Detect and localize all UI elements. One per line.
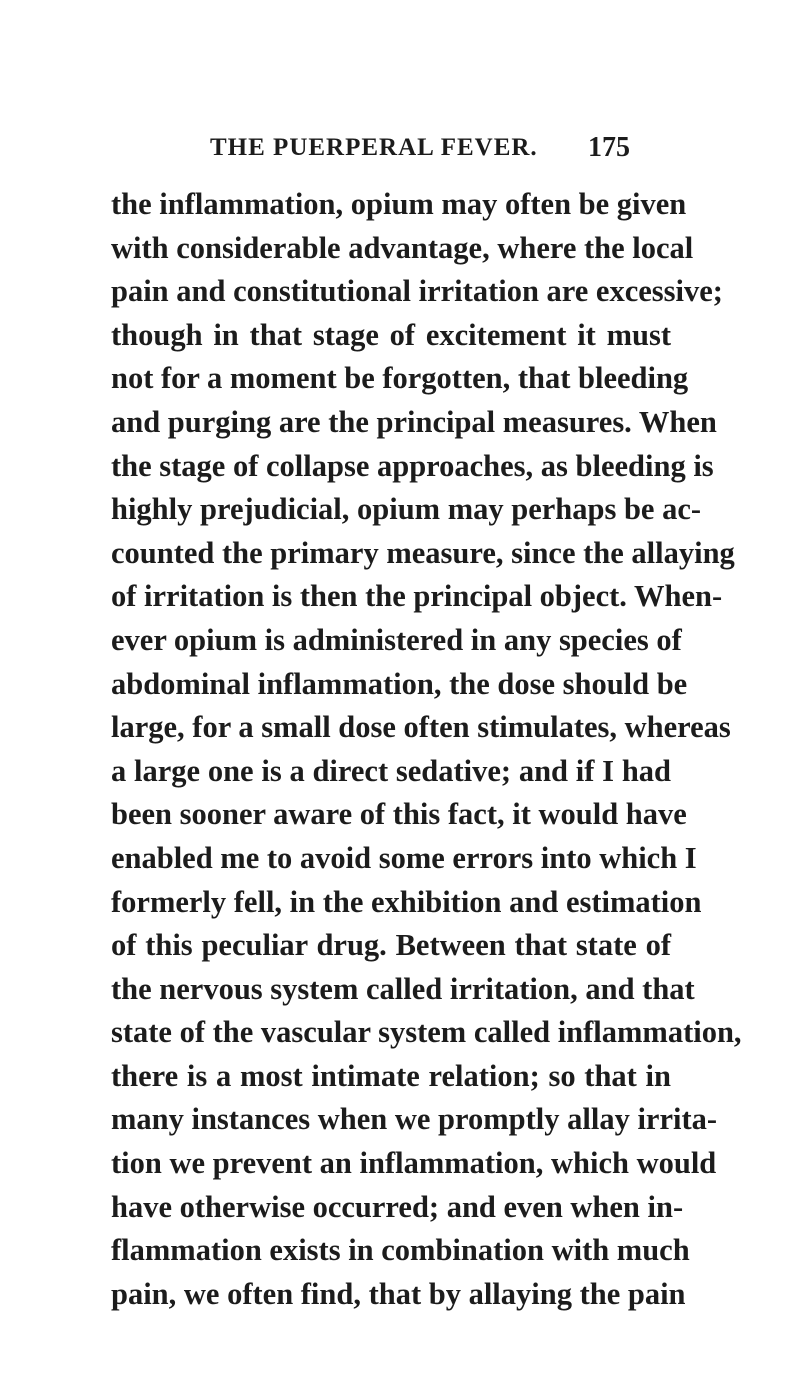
page-number: 175 [588,132,630,163]
text-line: pain, we often find, that by allaying the pain [111,1276,686,1311]
text-line: of irritation is then the principal object. When- [111,579,723,614]
text-line: the stage of collapse approaches, as bleeding is [111,448,714,483]
text-line: a large one is a direct sedative; and if I had [111,753,671,788]
running-title: THE PUERPERAL FEVER. [210,134,538,161]
text-line: formerly fell, in the exhibition and estimation [111,884,702,919]
text-line: flammation exists in combination with much [111,1233,690,1268]
text-line: ever opium is administered in any species of [111,622,682,657]
text-line: not for a moment be forgotten, that bleeding [111,361,689,396]
text-line: the nervous system called irritation, and that [111,971,695,1006]
text-line: been sooner aware of this fact, it would have [111,797,687,832]
text-line: many instances when we promptly allay irrita- [111,1102,718,1137]
text-line: of this peculiar drug. Between that state of [111,928,671,963]
text-line: large, for a small dose often stimulates, whereas [111,710,731,745]
text-line: highly prejudicial, opium may perhaps be ac- [111,492,702,527]
text-line: though in that stage of excitement it must [111,317,671,352]
text-line: enabled me to avoid some errors into which I [111,840,697,875]
text-line: have otherwise occurred; and even when in- [111,1189,684,1224]
text-line: there is a most intimate relation; so that in [111,1058,671,1093]
text-line: state of the vascular system called inflammation, [111,1015,742,1050]
running-head [210,134,630,174]
text-line: pain and constitutional irritation are excessive; [111,274,723,309]
text-line: and purging are the principal measures. When [111,404,717,439]
text-line: the inflammation, opium may often be given [111,187,687,221]
text-line: counted the primary measure, since the allaying [111,535,735,570]
text-line: tion we prevent an inflammation, which would [111,1146,717,1181]
text-line: with considerable advantage, where the local [111,230,694,265]
body-text [111,183,742,1316]
text-line: abdominal inflammation, the dose should be [111,666,688,701]
